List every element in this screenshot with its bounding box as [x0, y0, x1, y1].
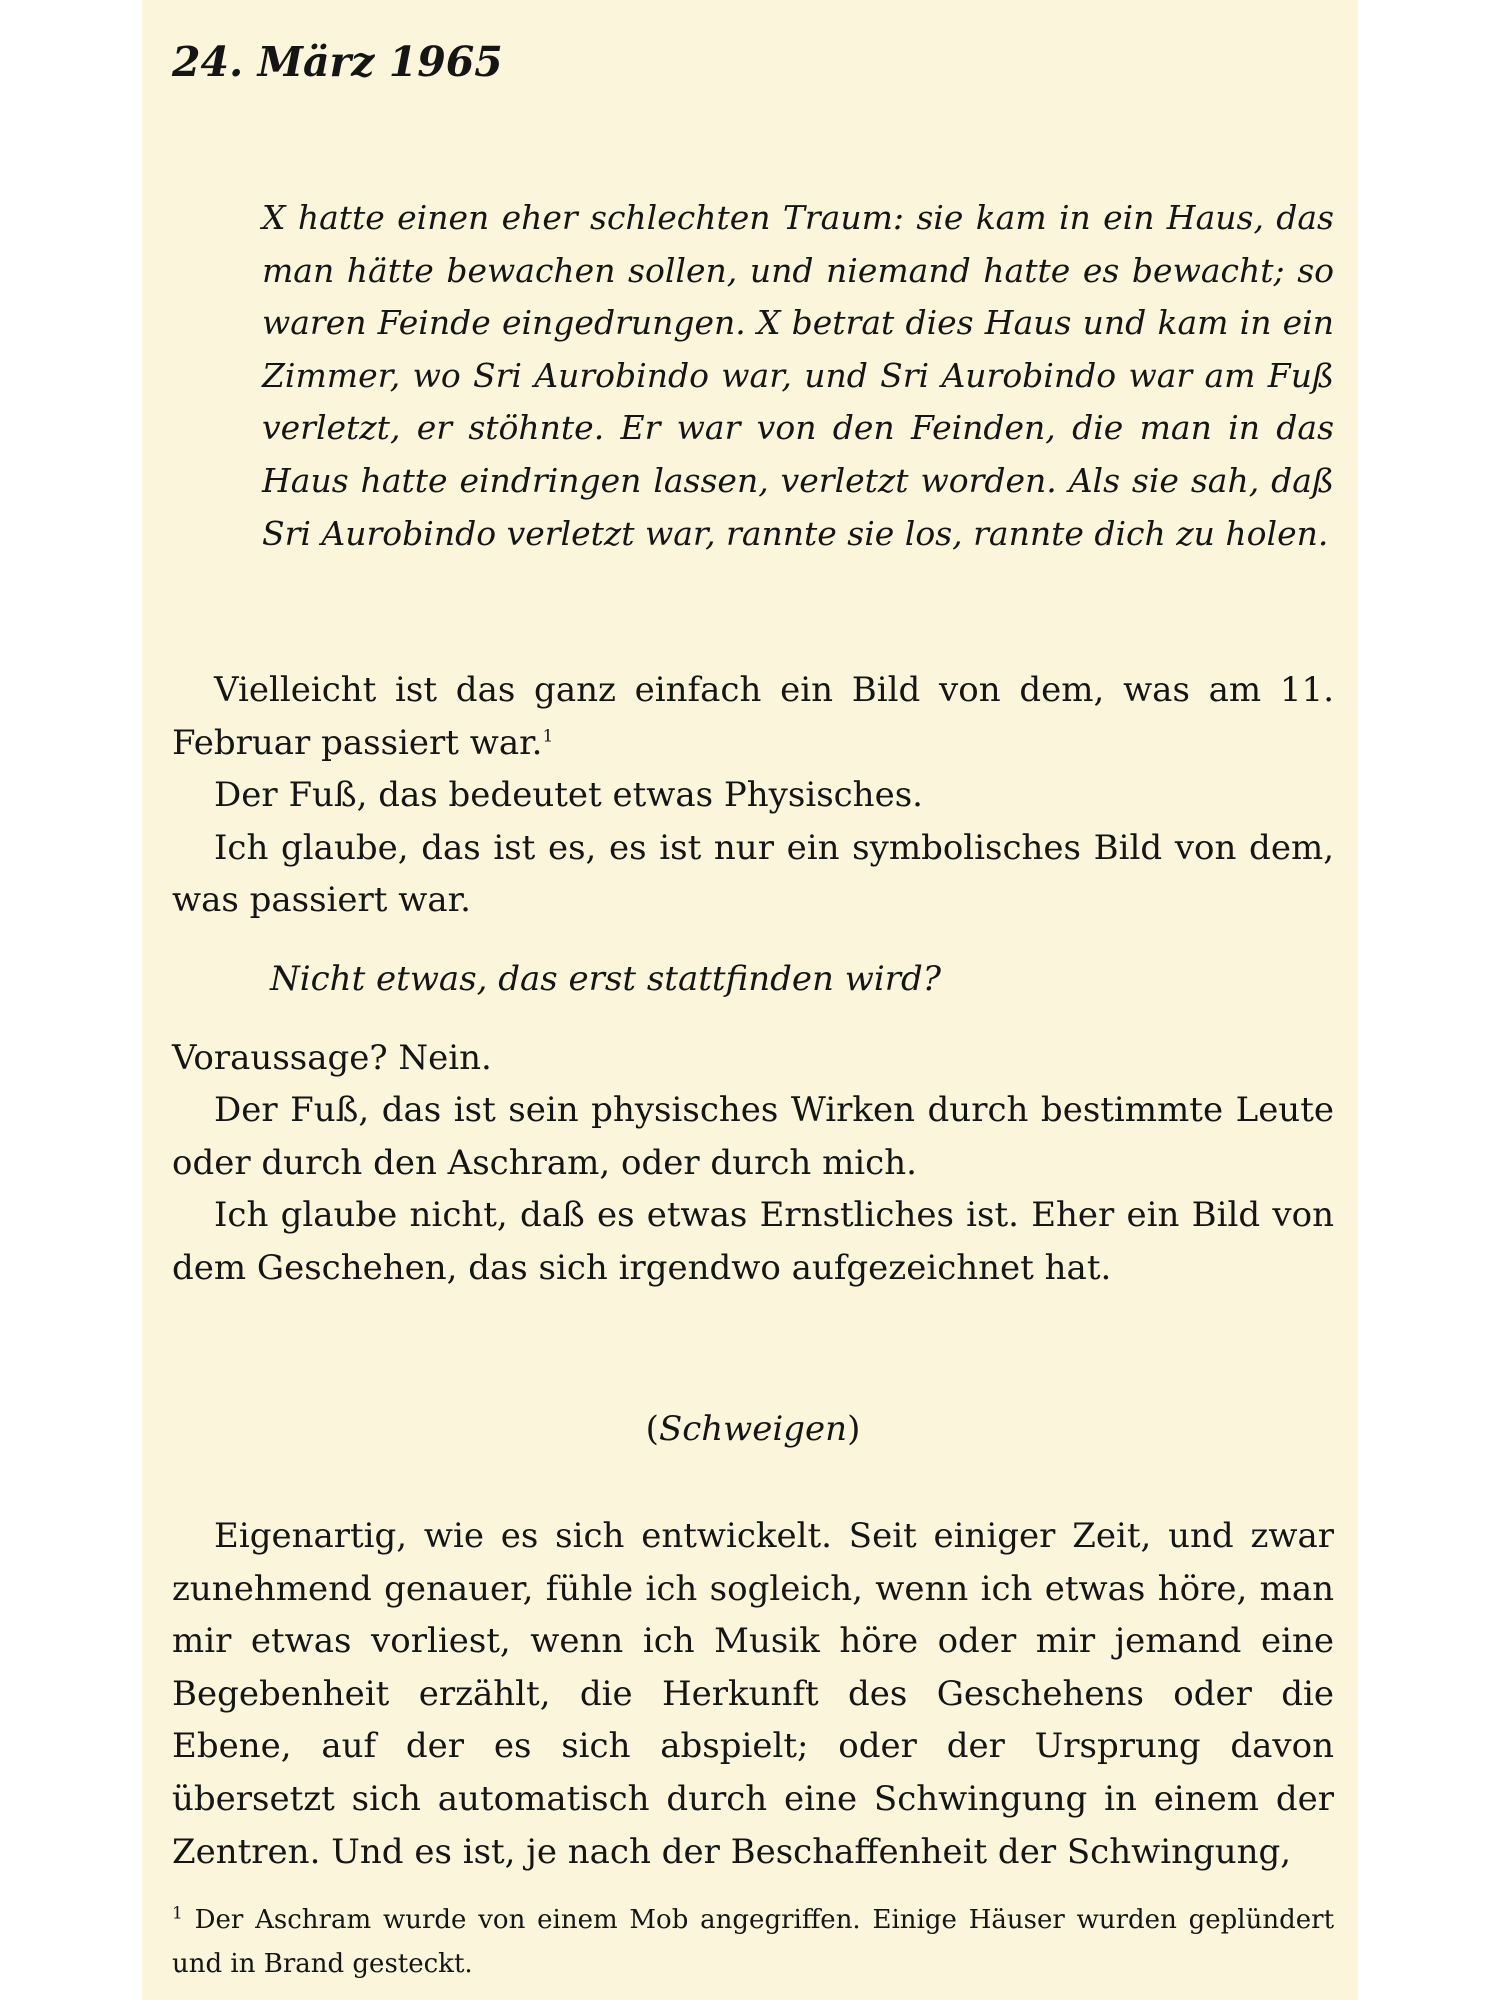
- paragraph: [172, 664, 1334, 769]
- footnote-reference: 1: [542, 726, 554, 747]
- paragraph: Ich glaube, das ist es, es ist nur ein symbolisches Bild von dem, was passiert war.: [172, 827, 1334, 921]
- continuation-section: [172, 1510, 1334, 1878]
- silence-note: [172, 1403, 1334, 1456]
- silence-word: Schweigen: [658, 1409, 848, 1449]
- paragraph: Der Fuß, das bedeutet etwas Physisches.: [214, 775, 923, 816]
- book-page: [142, 0, 1358, 2000]
- paragraph: Ich glaube nicht, daß es etwas Ernstliches ist. Eher ein Bild von dem Geschehen, das sich irgendwo aufgezeichnet hat.: [172, 1195, 1334, 1288]
- footnote-text: Der Aschram wurde von einem Mob angegriffen. Einige Häuser wurden geplündert und in Brand gesteckt.: [172, 1905, 1335, 1979]
- paragraph-text: Vielleicht ist das ganz einfach ein Bild von dem, was am 11. Februar passiert war.: [172, 670, 1334, 763]
- paragraph: Eigenartig, wie es sich entwickelt. Seit einiger Zeit, und zwar zunehmend genauer, fühle ich sogleich, wenn ich etwas höre, man mir etwas vorliest, wenn ich Musik höre oder mir jemand eine Begebenheit erzählt, die Herkunft des Geschehens oder die Ebene, auf der es sich abspielt; oder der Ursprung davon übersetzt sich automatisch durch eine Schwingung in einem der Zentren. Und es ist, je nach der Beschaffenheit der Schwingung,: [172, 1516, 1334, 1872]
- dream-account-paragraph: X hatte einen eher schlechten Traum: sie kam in ein Haus, das man hätte bewachen sollen, und niemand hatte es bewacht; so waren Feinde eingedrungen. X betrat dies Haus und kam in ein Zimmer, wo Sri Aurobindo war, und Sri Aurobindo war am Fuß verletzt, er stöhnte. Er war von den Feinden, die man in das Haus hatte eindringen lassen, verletzt worden. Als sie sah, daß Sri Aurobindo verletzt war, rannte sie los, rannte dich zu holen.: [262, 198, 1334, 553]
- conversation-section: [172, 664, 1334, 1295]
- question-paragraph: Nicht etwas, das erst stattfinden wird?: [270, 958, 941, 999]
- silence-open-paren: (: [645, 1409, 659, 1449]
- entry-date-heading: 24. März 1965: [172, 38, 503, 86]
- footnote: [172, 1898, 1334, 1986]
- footnote-mark: 1: [172, 1903, 183, 1924]
- paragraph: Voraussage? Nein.: [172, 1037, 492, 1078]
- paragraph: Der Fuß, das ist sein physisches Wirken durch bestimmte Leute oder durch den Aschram, oder durch mich.: [172, 1090, 1334, 1183]
- silence-close-paren: ): [847, 1409, 861, 1449]
